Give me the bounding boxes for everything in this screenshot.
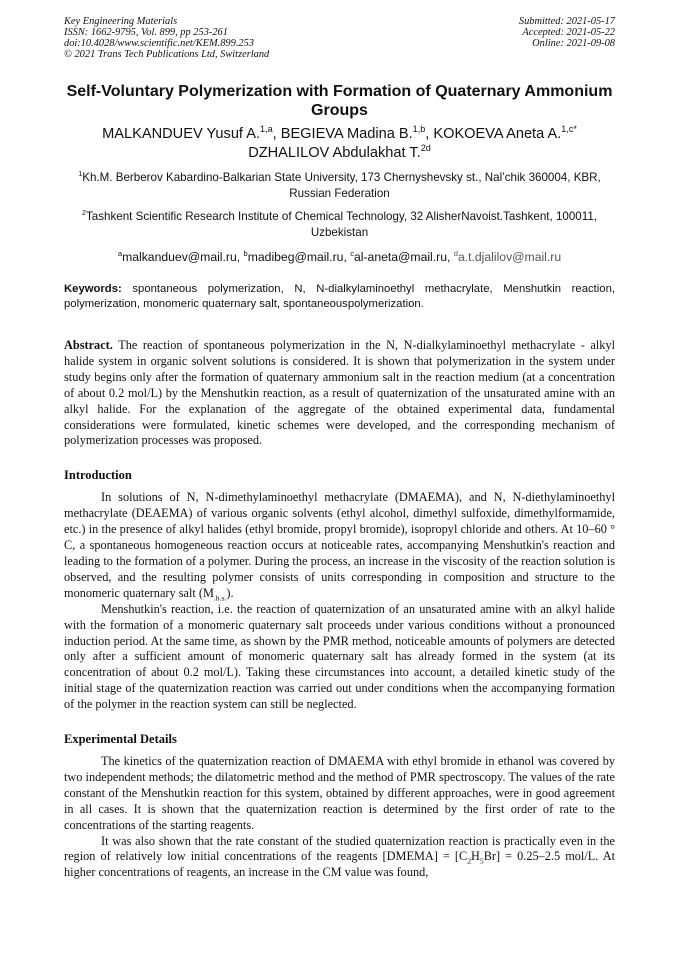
paragraph xyxy=(64,834,615,882)
email-mark: c xyxy=(350,248,354,258)
section-heading-introduction: Introduction xyxy=(64,468,132,483)
affiliation-text: Tashkent Scientific Research Institute of Chemical Technology, 32 AlisherNavoist.Tashkent, 100011, Uzbekistan xyxy=(85,210,598,239)
journal-copyright: © 2021 Trans Tech Publications Ltd, Switzerland xyxy=(64,49,270,60)
email-link[interactable]: madibeg@mail.ru xyxy=(247,250,344,264)
keywords-text: spontaneous polymerization, N, N-dialkylaminoethyl methacrylate, Menshutkin reaction, polymerization, monomeric quaternary salt, spontaneouspolymerization. xyxy=(64,283,616,310)
section-heading-experimental: Experimental Details xyxy=(64,732,177,747)
email-list: $^a$malkanduev@mail.ru, $^b$madibeg@mail.ru, $^c$al-aneta@mail.ru, $^d$a.t.djalilov@mail.ru xyxy=(117,248,562,264)
publication-dates xyxy=(519,16,615,60)
author-affiliation-mark: 1,a xyxy=(260,124,273,135)
paragraph-text: It was also shown that the rate constant of the studied quaternization reaction is practically even in the region of relatively low initial concentrations of the reagents [DMEMA] = [C xyxy=(64,833,615,864)
paragraph-text: H xyxy=(471,849,480,864)
paragraph: Menshutkin's reaction, i.e. the reaction of quaternization of an unsaturated amine with an alkyl halide with the formation of a monomeric quaternary salt proceeds under various conditions without a pronounced induction period. At the same time, as shown by the PMR method, noticeable amounts of polymers are detected only after a sufficient amount of monomeric quaternary salt has already formed in the system (at its concentration of about 0.2 mol/L). Taking these circumstances into account, a detailed kinetic study of the initial stage of the quaternization reaction was carried out under conditions when the accompanying formation of the polymer in the reaction system can still be neglected. xyxy=(64,601,615,712)
author-name: DZHALILOV Abdulakhat T. xyxy=(248,145,421,161)
journal-issn: ISSN: 1662-9795, Vol. 899, pp 253-261 xyxy=(64,27,228,38)
email-mark: a xyxy=(117,248,123,258)
paragraph: The kinetics of the quaternization reaction of DMAEMA with ethyl bromide in ethanol was covered by two independent methods; the dilatometric method and the method of PMR spectroscopy. The values of the rate constant of the Menshutkin reaction for this system, obtained by different approaches, were in good agreement in all cases. It is shown that the quaternization reaction is determined by the first order of rate to the concentrations of the starting reagents. xyxy=(64,754,615,832)
subscript: 5 xyxy=(479,856,484,866)
journal-header xyxy=(64,16,615,60)
author-name: MALKANDUEV Yusuf A. xyxy=(102,126,261,142)
abstract xyxy=(64,338,615,449)
journal-name: Key Engineering Materials xyxy=(64,16,178,27)
affiliation-text: Kh.M. Berberov Kabardino-Balkarian State University, 173 Chernyshevsky st., Nal’chik 360004, KBR, Russian Federation xyxy=(82,171,601,200)
author-name: KOKOEVA Aneta A. xyxy=(433,126,562,142)
journal-doi: doi:10.4028/www.scientific.net/KEM.899.253 xyxy=(64,38,254,49)
date-submitted: Submitted: 2021-05-17 xyxy=(518,16,615,27)
subscript: 2 xyxy=(467,856,471,866)
date-accepted: Accepted: 2021-05-22 xyxy=(522,27,615,38)
keywords-label: Keywords: xyxy=(64,283,122,295)
author-affiliation-mark: 2d xyxy=(420,143,431,154)
affiliation-mark: 2 xyxy=(81,208,86,218)
paper-title: Self-Voluntary Polymerization with Formation of Quaternary Ammonium Groups xyxy=(66,83,613,119)
abstract-label: Abstract. xyxy=(64,338,113,352)
author-list: MALKANDUEV Yusuf A.$^{1,a}$, BEGIEVA Madina B.$^{1,b}$, KOKOEVA Aneta A.$^{1,c*}$ DZHALILOV Abdulakhat T.$^{2d}$ xyxy=(102,124,577,161)
email-link[interactable]: al-aneta@mail.ru xyxy=(354,250,447,264)
author-affiliation-mark: 1,c* xyxy=(561,124,577,135)
email-mark: d xyxy=(453,248,458,258)
abstract-text: The reaction of spontaneous polymerization in the N, N-dialkylaminoethyl methacrylate - alkyl halide system in organic solvent solutions is considered. It is shown that polymerization in the system under study begins only after the formation of quaternary ammonium salt in the reaction medium (at a concentration of about 0.2 mol/L) by the Menshutkin reaction, as a result of quaternization of the unsaturated amine with an alkyl halide. For the explanation of the aggregate of the obtained experimental data, fundamental considerations were formulated, kinetic schemes were developed, and the corresponding mechanism of polymerization processes was proposed. xyxy=(64,338,616,448)
affiliation-mark: 1 xyxy=(78,169,83,179)
affiliation xyxy=(64,209,615,241)
author-name: BEGIEVA Madina B. xyxy=(280,126,413,142)
subscript: .h.s. xyxy=(213,593,227,603)
date-online: Online: 2021-09-08 xyxy=(532,38,615,49)
affiliation xyxy=(64,170,615,202)
journal-info xyxy=(64,16,269,60)
paragraph xyxy=(64,490,615,601)
paragraph-text: Br] = 0.25–2.5 mol/L. At higher concentrations of reagents, an increase in the CM value was found, xyxy=(64,849,615,880)
paragraph-text: In solutions of N, N-dimethylaminoethyl methacrylate (DMAEMA), and N, N-diethylaminoethyl methacrylate (DEAEMA) of various organic solvents (ethyl alcohol, dimethyl sulfoxide, dimethylformamide, etc.) in the presence of alkyl halides (ethyl bromide, propyl bromide), isopropyl chloride and others. At 10–60 ° C, a spontaneous homogeneous reaction occurs at noticeable rates, accompanying Menshutkin's reaction and leading to the formation of a polymer. During the process, an increase in the viscosity of the reaction solution is observed, and the resulting polymer consists of units corresponding in composition and structure to the monomeric quaternary salt (M xyxy=(64,490,615,600)
email-link[interactable]: a.t.djalilov@mail.ru xyxy=(457,250,562,264)
email-link[interactable]: malkanduev@mail.ru xyxy=(122,250,237,264)
paper-page xyxy=(64,16,615,881)
email-mark: b xyxy=(243,248,248,258)
keywords xyxy=(64,282,615,311)
paragraph-text: ). xyxy=(226,585,234,600)
author-affiliation-mark: 1,b xyxy=(412,124,426,135)
